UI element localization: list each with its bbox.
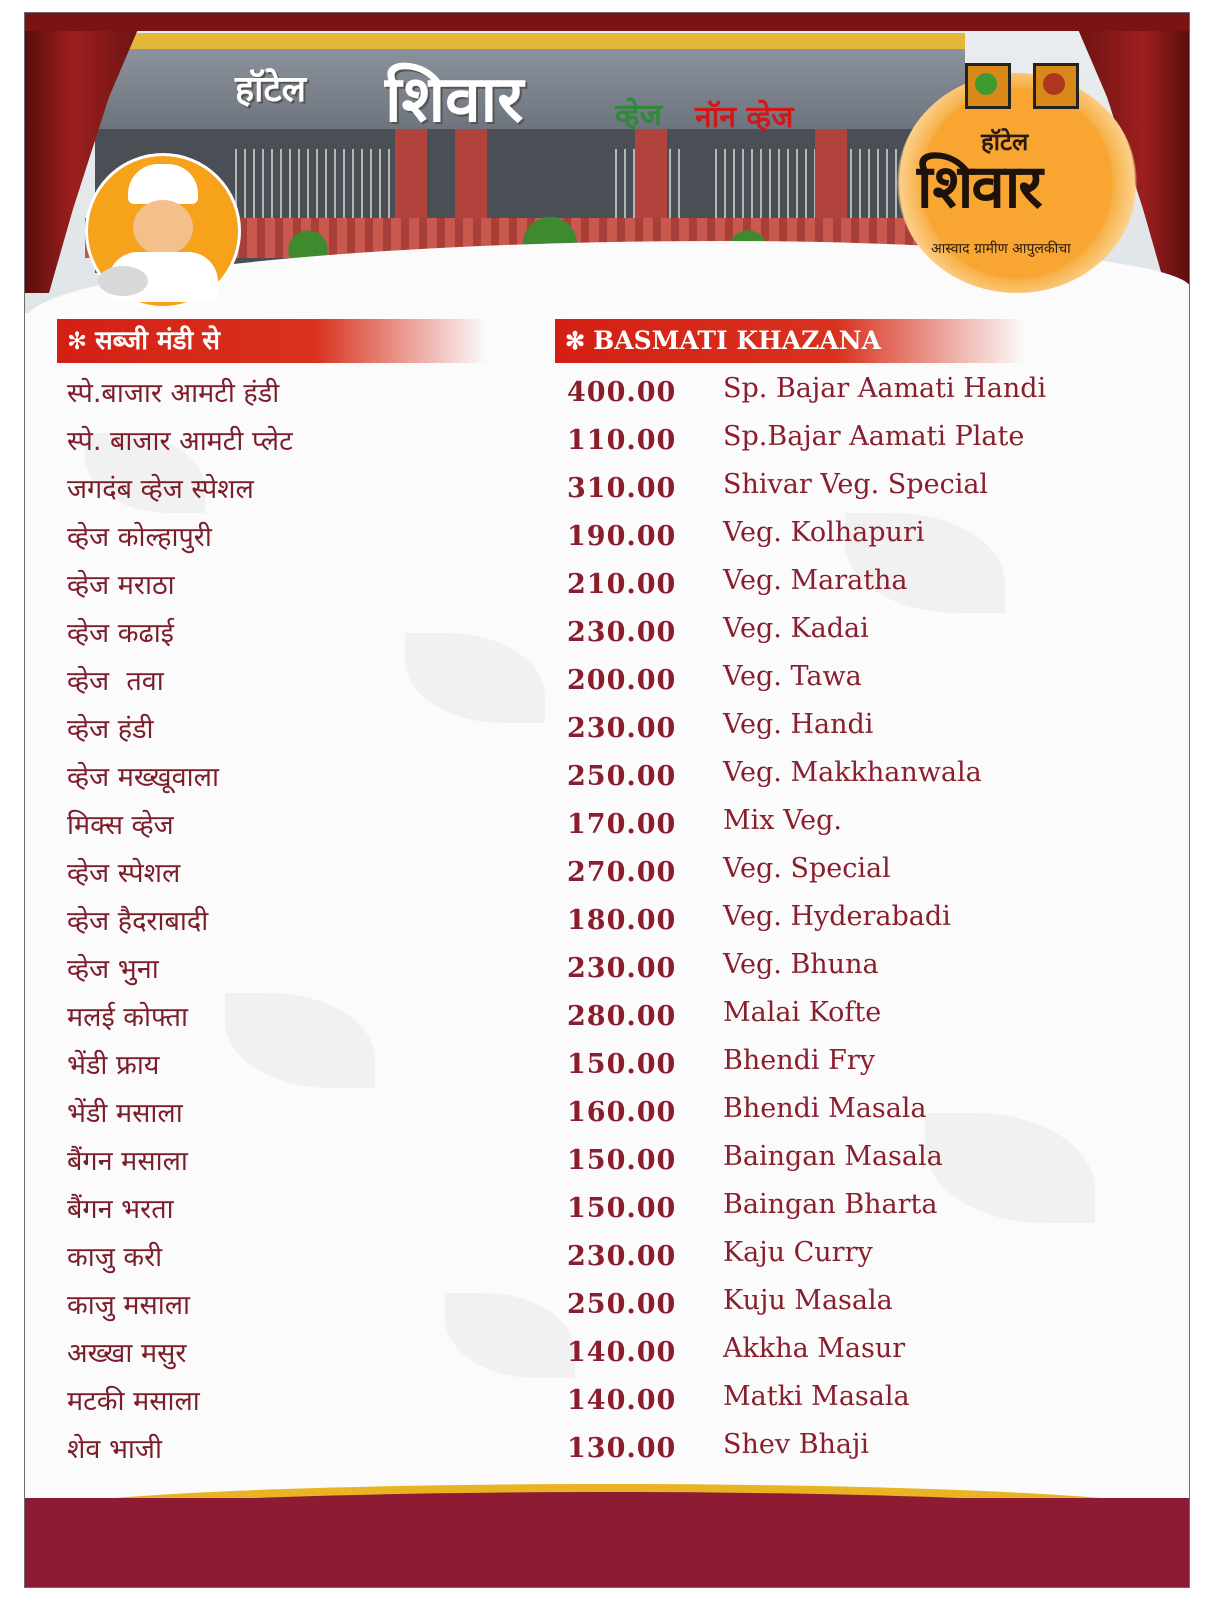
logo-hotel-text: हॉटेल — [981, 128, 1029, 156]
footer-wave — [25, 1468, 1190, 1588]
menu-item — [25, 613, 1190, 661]
item-name-marathi: बैंगन भरता — [67, 1194, 174, 1225]
item-price: 170.00 — [567, 809, 677, 840]
item-name-marathi: व्हेज कोल्हापुरी — [67, 522, 212, 553]
item-name-english: Bhendi Fry — [723, 1045, 875, 1076]
hotel-logo — [897, 73, 1137, 293]
item-price: 310.00 — [567, 473, 677, 504]
item-name-english: Veg. Kadai — [723, 613, 869, 644]
menu-item — [25, 1237, 1190, 1285]
header-banner — [25, 13, 1190, 313]
item-name-marathi: अख्खा मसुर — [67, 1338, 187, 1369]
item-name-english: Akkha Masur — [723, 1333, 906, 1364]
item-name-marathi: व्हेज हंडी — [67, 714, 154, 745]
menu-item — [25, 421, 1190, 469]
item-name-english: Mix Veg. — [723, 805, 842, 836]
item-price: 250.00 — [567, 761, 677, 792]
item-name-english: Shev Bhaji — [723, 1429, 870, 1460]
item-price: 210.00 — [567, 569, 677, 600]
item-price: 180.00 — [567, 905, 677, 936]
item-name-marathi: शेव भाजी — [67, 1434, 162, 1465]
item-name-marathi: व्हेज हैदराबादी — [67, 906, 209, 937]
sign-nonveg-text: नॉन व्हेज — [695, 100, 794, 135]
asterisk-icon: ✻ — [565, 326, 586, 355]
item-name-english: Matki Masala — [723, 1381, 910, 1412]
sign-name-text: शिवार — [385, 63, 524, 137]
item-name-english: Veg. Hyderabadi — [723, 901, 951, 932]
section-header-left — [57, 319, 487, 363]
item-price: 230.00 — [567, 1241, 677, 1272]
item-name-english: Baingan Masala — [723, 1141, 943, 1172]
item-name-english: Baingan Bharta — [723, 1189, 938, 1220]
sign-hotel-text: हॉटेल — [235, 69, 306, 110]
item-name-english: Shivar Veg. Special — [723, 469, 989, 500]
item-price: 190.00 — [567, 521, 677, 552]
item-name-english: Sp. Bajar Aamati Handi — [723, 373, 1047, 404]
menu-item — [25, 1333, 1190, 1381]
menu-item — [25, 1045, 1190, 1093]
item-name-marathi: भेंडी मसाला — [67, 1098, 183, 1129]
item-name-marathi: भेंडी फ्राय — [67, 1050, 160, 1081]
menu-item — [25, 1093, 1190, 1141]
menu-item — [25, 997, 1190, 1045]
menu-item — [25, 1285, 1190, 1333]
section-title-left: सब्जी मंडी से — [95, 326, 220, 356]
item-price: 230.00 — [567, 953, 677, 984]
item-name-marathi: व्हेज भुना — [67, 954, 159, 985]
item-name-english: Veg. Kolhapuri — [723, 517, 925, 548]
item-price: 230.00 — [567, 713, 677, 744]
menu-item — [25, 709, 1190, 757]
item-price: 270.00 — [567, 857, 677, 888]
menu-item — [25, 1381, 1190, 1429]
item-name-english: Malai Kofte — [723, 997, 882, 1028]
sign-veg-text: व्हेज — [615, 98, 662, 133]
item-price: 150.00 — [567, 1193, 677, 1224]
menu-item — [25, 661, 1190, 709]
menu-item — [25, 373, 1190, 421]
item-name-marathi: व्हेज स्पेशल — [67, 858, 181, 889]
item-price: 200.00 — [567, 665, 677, 696]
item-name-marathi: स्पे.बाजार आमटी हंडी — [67, 378, 280, 409]
item-name-english: Veg. Handi — [723, 709, 874, 740]
menu-page — [24, 12, 1190, 1588]
footer-band — [25, 1498, 1190, 1588]
menu-item — [25, 1189, 1190, 1237]
item-name-marathi: काजु मसाला — [67, 1290, 191, 1321]
item-name-english: Veg. Maratha — [723, 565, 908, 596]
menu-item — [25, 901, 1190, 949]
item-price: 230.00 — [567, 617, 677, 648]
logo-name-text: शिवार — [917, 152, 1041, 222]
item-price: 400.00 — [567, 377, 677, 408]
item-price: 250.00 — [567, 1289, 677, 1320]
asterisk-icon: ✻ — [67, 327, 88, 355]
menu-item — [25, 517, 1190, 565]
item-name-marathi: व्हेज मराठा — [67, 570, 175, 601]
menu-item — [25, 1141, 1190, 1189]
item-price: 150.00 — [567, 1049, 677, 1080]
item-name-marathi: व्हेज कढाई — [67, 618, 174, 649]
item-name-marathi: बैंगन मसाला — [67, 1146, 188, 1177]
item-name-english: Veg. Special — [723, 853, 891, 884]
item-name-english: Bhendi Masala — [723, 1093, 927, 1124]
logo-tagline: आस्वाद ग्रामीण आपुलकीचा — [931, 241, 1071, 257]
section-title-right: BASMATI KHAZANA — [593, 326, 882, 355]
item-price: 110.00 — [567, 425, 677, 456]
item-name-marathi: जगदंब व्हेज स्पेशल — [67, 474, 254, 505]
menu-item — [25, 565, 1190, 613]
item-name-english: Veg. Makkhanwala — [723, 757, 982, 788]
item-price: 280.00 — [567, 1001, 677, 1032]
item-name-marathi: मिक्स व्हेज — [67, 810, 174, 841]
menu-item — [25, 853, 1190, 901]
item-name-english: Veg. Tawa — [723, 661, 862, 692]
curtain-valance — [25, 13, 1190, 31]
item-name-english: Kaju Curry — [723, 1237, 873, 1268]
item-name-marathi: व्हेज तवा — [67, 666, 164, 697]
item-name-english: Sp.Bajar Aamati Plate — [723, 421, 1025, 452]
section-header-right — [555, 319, 1025, 363]
item-price: 140.00 — [567, 1337, 677, 1368]
menu-item — [25, 469, 1190, 517]
item-name-marathi: काजु करी — [67, 1242, 163, 1273]
item-name-english: Veg. Bhuna — [723, 949, 879, 980]
item-price: 160.00 — [567, 1097, 677, 1128]
item-price: 150.00 — [567, 1145, 677, 1176]
item-name-marathi: मटकी मसाला — [67, 1386, 200, 1417]
item-name-marathi: मलई कोफ्ता — [67, 1002, 188, 1033]
menu-item — [25, 949, 1190, 997]
menu-item — [25, 805, 1190, 853]
item-name-marathi: स्पे. बाजार आमटी प्लेट — [67, 426, 293, 457]
menu-item — [25, 757, 1190, 805]
item-price: 130.00 — [567, 1433, 677, 1464]
chef-mascot — [85, 153, 241, 309]
item-name-marathi: व्हेज मख्खूवाला — [67, 762, 219, 793]
item-price: 140.00 — [567, 1385, 677, 1416]
item-name-english: Kuju Masala — [723, 1285, 893, 1316]
